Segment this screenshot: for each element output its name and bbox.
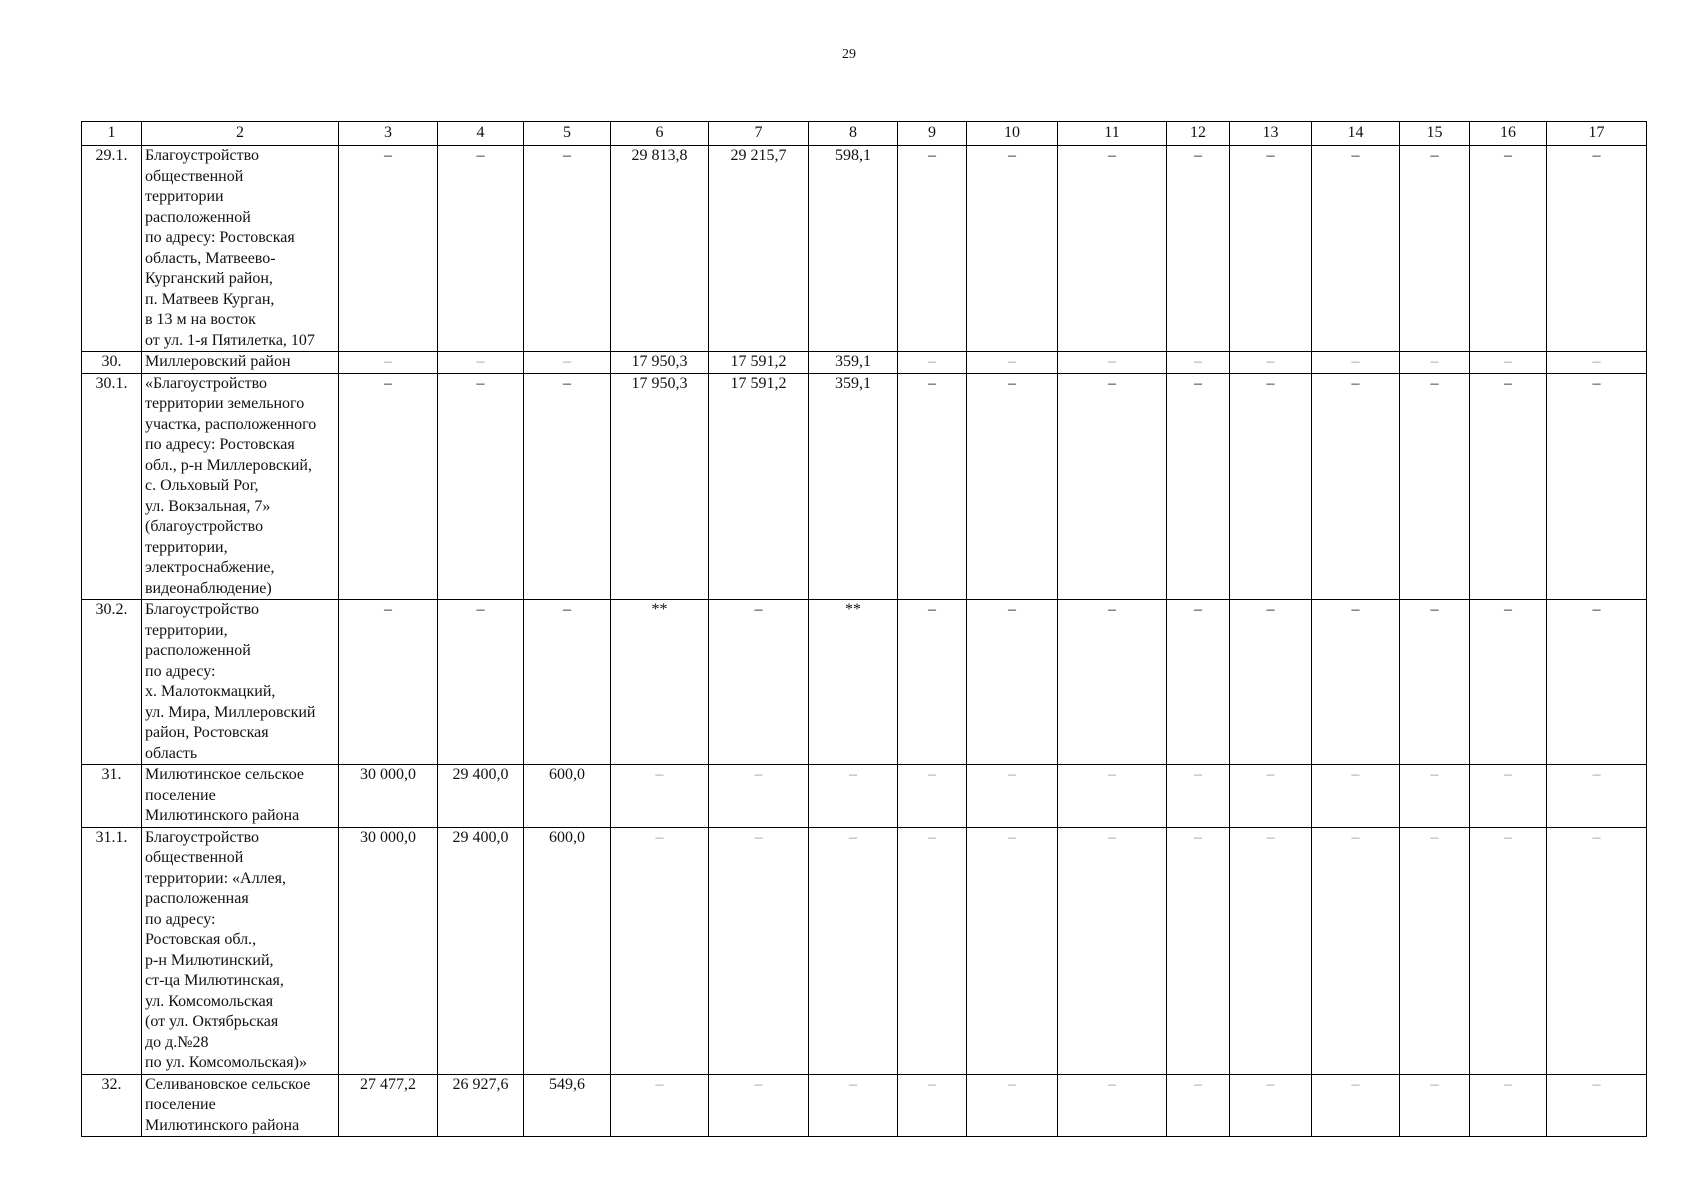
column-header-7: 7 <box>709 122 809 146</box>
cell-col-4: – <box>438 373 524 600</box>
cell-col-16: – <box>1470 352 1547 374</box>
cell-col-10: – <box>967 827 1058 1074</box>
cell-col-3: – <box>339 373 438 600</box>
column-header-4: 4 <box>438 122 524 146</box>
row-number: 32. <box>82 1074 142 1137</box>
cell-col-4: – <box>438 146 524 352</box>
cell-col-4: – <box>438 352 524 374</box>
row-number: 29.1. <box>82 146 142 352</box>
row-number: 31.1. <box>82 827 142 1074</box>
cell-col-3: 30 000,0 <box>339 827 438 1074</box>
table-header <box>82 122 1647 146</box>
cell-col-15: – <box>1400 1074 1470 1137</box>
column-header-14: 14 <box>1312 122 1400 146</box>
cell-col-6: 29 813,8 <box>611 146 709 352</box>
cell-col-9: – <box>898 352 967 374</box>
column-header-16: 16 <box>1470 122 1547 146</box>
cell-col-13: – <box>1230 373 1312 600</box>
cell-col-13: – <box>1230 765 1312 828</box>
cell-col-14: – <box>1312 827 1400 1074</box>
cell-col-3: 30 000,0 <box>339 765 438 828</box>
column-header-12: 12 <box>1167 122 1230 146</box>
cell-col-17: – <box>1547 373 1647 600</box>
page-number: 29 <box>842 47 856 62</box>
cell-col-4: – <box>438 600 524 765</box>
cell-col-14: – <box>1312 373 1400 600</box>
cell-col-16: – <box>1470 146 1547 352</box>
cell-col-7: – <box>709 827 809 1074</box>
cell-col-7: – <box>709 765 809 828</box>
row-description: Селивановское сельское поселение Милютинского района <box>142 1074 339 1137</box>
table-row <box>82 373 1647 600</box>
cell-col-8: 359,1 <box>809 373 898 600</box>
cell-col-15: – <box>1400 600 1470 765</box>
cell-col-12: – <box>1167 146 1230 352</box>
column-header-11: 11 <box>1058 122 1167 146</box>
cell-col-15: – <box>1400 373 1470 600</box>
cell-col-3: – <box>339 352 438 374</box>
cell-col-9: – <box>898 373 967 600</box>
column-header-15: 15 <box>1400 122 1470 146</box>
cell-col-14: – <box>1312 765 1400 828</box>
cell-col-5: 549,6 <box>524 1074 611 1137</box>
row-number: 30. <box>82 352 142 374</box>
cell-col-6: 17 950,3 <box>611 352 709 374</box>
cell-col-4: 26 927,6 <box>438 1074 524 1137</box>
cell-col-11: – <box>1058 352 1167 374</box>
row-description: Благоустройство общественной территории расположенной по адресу: Ростовская область, Матвеево- Курганский район, п. Матвеев Курган, в 13 м на восток от ул. 1-я Пятилетка, 107 <box>142 146 339 352</box>
column-header-1: 1 <box>82 122 142 146</box>
cell-col-4: 29 400,0 <box>438 765 524 828</box>
row-description: Благоустройство территории, расположенной по адресу: х. Малотокмацкий, ул. Мира, Миллеровский район, Ростовская область <box>142 600 339 765</box>
cell-col-9: – <box>898 827 967 1074</box>
cell-col-5: – <box>524 600 611 765</box>
cell-col-16: – <box>1470 827 1547 1074</box>
cell-col-15: – <box>1400 352 1470 374</box>
cell-col-15: – <box>1400 765 1470 828</box>
cell-col-10: – <box>967 600 1058 765</box>
table-row <box>82 1074 1647 1137</box>
cell-col-11: – <box>1058 765 1167 828</box>
column-header-6: 6 <box>611 122 709 146</box>
table-row <box>82 827 1647 1074</box>
cell-col-12: – <box>1167 1074 1230 1137</box>
cell-col-14: – <box>1312 146 1400 352</box>
cell-col-15: – <box>1400 827 1470 1074</box>
cell-col-17: – <box>1547 600 1647 765</box>
cell-col-13: – <box>1230 600 1312 765</box>
cell-col-12: – <box>1167 373 1230 600</box>
column-header-10: 10 <box>967 122 1058 146</box>
cell-col-7: – <box>709 1074 809 1137</box>
cell-col-17: – <box>1547 146 1647 352</box>
cell-col-4: 29 400,0 <box>438 827 524 1074</box>
cell-col-9: – <box>898 765 967 828</box>
cell-col-9: – <box>898 600 967 765</box>
budget-table <box>81 121 1647 1137</box>
table-row <box>82 146 1647 352</box>
cell-col-16: – <box>1470 373 1547 600</box>
cell-col-11: – <box>1058 600 1167 765</box>
row-description: Миллеровский район <box>142 352 339 374</box>
cell-col-9: – <box>898 146 967 352</box>
cell-col-6: ** <box>611 600 709 765</box>
column-header-3: 3 <box>339 122 438 146</box>
cell-col-5: 600,0 <box>524 765 611 828</box>
cell-col-9: – <box>898 1074 967 1137</box>
cell-col-17: – <box>1547 1074 1647 1137</box>
cell-col-13: – <box>1230 827 1312 1074</box>
cell-col-14: – <box>1312 1074 1400 1137</box>
cell-col-7: 17 591,2 <box>709 373 809 600</box>
cell-col-3: – <box>339 146 438 352</box>
cell-col-15: – <box>1400 146 1470 352</box>
cell-col-6: – <box>611 765 709 828</box>
column-header-17: 17 <box>1547 122 1647 146</box>
cell-col-17: – <box>1547 765 1647 828</box>
cell-col-10: – <box>967 765 1058 828</box>
cell-col-8: – <box>809 765 898 828</box>
cell-col-13: – <box>1230 1074 1312 1137</box>
cell-col-14: – <box>1312 352 1400 374</box>
table-row <box>82 352 1647 374</box>
row-number: 31. <box>82 765 142 828</box>
cell-col-11: – <box>1058 827 1167 1074</box>
cell-col-16: – <box>1470 600 1547 765</box>
cell-col-5: – <box>524 373 611 600</box>
cell-col-14: – <box>1312 600 1400 765</box>
column-header-5: 5 <box>524 122 611 146</box>
row-description: Милютинское сельское поселение Милютинского района <box>142 765 339 828</box>
column-header-9: 9 <box>898 122 967 146</box>
cell-col-8: 598,1 <box>809 146 898 352</box>
cell-col-12: – <box>1167 765 1230 828</box>
table-row <box>82 765 1647 828</box>
cell-col-11: – <box>1058 146 1167 352</box>
cell-col-16: – <box>1470 765 1547 828</box>
row-number: 30.2. <box>82 600 142 765</box>
cell-col-13: – <box>1230 352 1312 374</box>
row-description: Благоустройство общественной территории: «Аллея, расположенная по адресу: Ростовская обл., р-н Милютинский, ст-ца Милютинская, ул. Комсомольская (от ул. Октябрьская до д.№28 по ул. Комсомольская)» <box>142 827 339 1074</box>
cell-col-17: – <box>1547 352 1647 374</box>
cell-col-11: – <box>1058 1074 1167 1137</box>
cell-col-6: – <box>611 1074 709 1137</box>
cell-col-8: 359,1 <box>809 352 898 374</box>
cell-col-10: – <box>967 1074 1058 1137</box>
cell-col-11: – <box>1058 373 1167 600</box>
cell-col-8: ** <box>809 600 898 765</box>
column-header-8: 8 <box>809 122 898 146</box>
header-row <box>82 122 1647 146</box>
cell-col-7: 29 215,7 <box>709 146 809 352</box>
cell-col-6: 17 950,3 <box>611 373 709 600</box>
cell-col-8: – <box>809 1074 898 1137</box>
column-header-2: 2 <box>142 122 339 146</box>
cell-col-10: – <box>967 373 1058 600</box>
cell-col-5: – <box>524 352 611 374</box>
table-row <box>82 600 1647 765</box>
cell-col-10: – <box>967 146 1058 352</box>
cell-col-12: – <box>1167 352 1230 374</box>
table-body <box>82 146 1647 1137</box>
cell-col-17: – <box>1547 827 1647 1074</box>
cell-col-6: – <box>611 827 709 1074</box>
cell-col-7: 17 591,2 <box>709 352 809 374</box>
cell-col-5: 600,0 <box>524 827 611 1074</box>
row-description: «Благоустройство территории земельного участка, расположенного по адресу: Ростовская обл., р-н Миллеровский, с. Ольховый Рог, ул. Вокзальная, 7» (благоустройство территории, электроснабжение, видеонаблюдение) <box>142 373 339 600</box>
cell-col-12: – <box>1167 600 1230 765</box>
cell-col-3: – <box>339 600 438 765</box>
cell-col-16: – <box>1470 1074 1547 1137</box>
cell-col-8: – <box>809 827 898 1074</box>
row-number: 30.1. <box>82 373 142 600</box>
cell-col-3: 27 477,2 <box>339 1074 438 1137</box>
column-header-13: 13 <box>1230 122 1312 146</box>
cell-col-7: – <box>709 600 809 765</box>
cell-col-10: – <box>967 352 1058 374</box>
cell-col-5: – <box>524 146 611 352</box>
cell-col-13: – <box>1230 146 1312 352</box>
cell-col-12: – <box>1167 827 1230 1074</box>
